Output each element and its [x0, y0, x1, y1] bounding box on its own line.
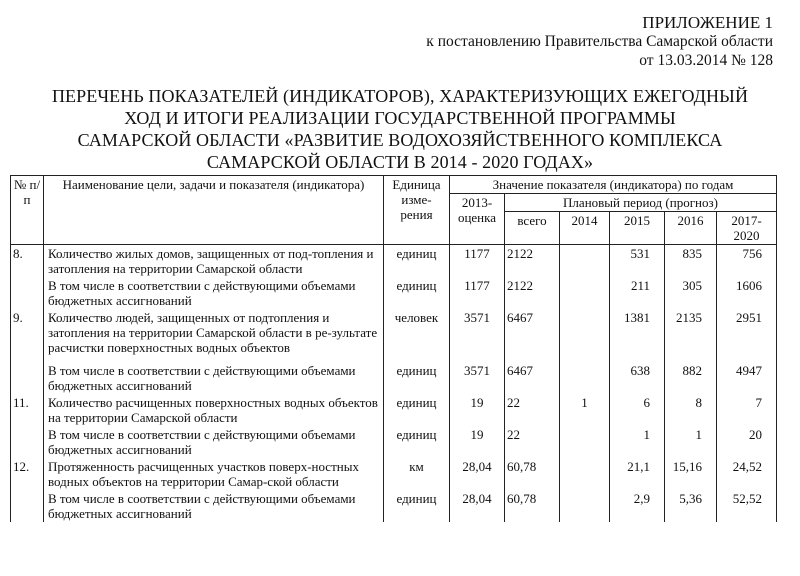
value-2016: 1	[665, 426, 717, 458]
value-2015: 531	[610, 245, 665, 278]
value-2017-2020: 7	[717, 394, 777, 426]
total-cell: 2122	[505, 277, 560, 309]
total-cell: 22	[505, 394, 560, 426]
estimate-cell: 28,04	[450, 490, 505, 522]
header-2014: 2014	[560, 212, 610, 245]
value-2015: 638	[610, 356, 665, 394]
indicators-table	[10, 175, 776, 522]
estimate-cell: 1177	[450, 277, 505, 309]
value-2017-2020: 4947	[717, 356, 777, 394]
header-2016: 2016	[665, 212, 717, 245]
unit-cell: человек	[384, 309, 450, 356]
appendix-label: ПРИЛОЖЕНИЕ 1	[642, 13, 773, 32]
row-number	[11, 356, 44, 394]
value-2016: 835	[665, 245, 717, 278]
estimate-cell: 19	[450, 426, 505, 458]
value-2014	[560, 356, 610, 394]
estimate-cell: 3571	[450, 356, 505, 394]
total-cell: 2122	[505, 245, 560, 278]
unit-cell: единиц	[384, 277, 450, 309]
indicator-name: Количество людей, защищенных от подтопления и затопления на территории Самарской области в ре-зультате расчистки поверхностных водных объектов	[44, 309, 384, 356]
value-2014	[560, 458, 610, 490]
title-line: ПЕРЕЧЕНЬ ПОКАЗАТЕЛЕЙ (ИНДИКАТОРОВ), ХАРАКТЕРИЗУЮЩИХ ЕЖЕГОДНЫЙ	[51, 86, 749, 106]
table-row	[11, 309, 777, 356]
row-number: 8.	[11, 245, 44, 278]
unit-cell: км	[384, 458, 450, 490]
unit-cell: единиц	[384, 245, 450, 278]
unit-cell: единиц	[384, 426, 450, 458]
table-row	[11, 394, 777, 426]
total-cell: 60,78	[505, 458, 560, 490]
table-row	[11, 245, 777, 278]
indicator-name: В том числе в соответствии с действующими объемами бюджетных ассигнований	[44, 426, 384, 458]
value-2015: 21,1	[610, 458, 665, 490]
decree-date: от 13.03.2014 № 128	[639, 52, 773, 69]
value-2015: 1	[610, 426, 665, 458]
value-2015: 6	[610, 394, 665, 426]
total-cell: 6467	[505, 309, 560, 356]
value-2016: 2135	[665, 309, 717, 356]
indicator-name: В том числе в соответствии с действующими объемами бюджетных ассигнований	[44, 277, 384, 309]
value-2015: 211	[610, 277, 665, 309]
total-cell: 60,78	[505, 490, 560, 522]
row-number: 12.	[11, 458, 44, 490]
value-2014	[560, 245, 610, 278]
row-number	[11, 426, 44, 458]
value-2015: 1381	[610, 309, 665, 356]
estimate-cell: 19	[450, 394, 505, 426]
header-total: всего	[505, 212, 560, 245]
header-unit: Единица изме-рения	[384, 176, 450, 245]
row-number: 9.	[11, 309, 44, 356]
table-row	[11, 490, 777, 522]
header-num: № п/п	[11, 176, 44, 245]
header-2017-2020: 2017-2020	[717, 212, 777, 245]
value-2017-2020: 24,52	[717, 458, 777, 490]
unit-cell: единиц	[384, 356, 450, 394]
title-line: САМАРСКОЙ ОБЛАСТИ «РАЗВИТИЕ ВОДОХОЗЯЙСТВЕННОГО КОМПЛЕКСА	[77, 130, 723, 150]
value-2016: 5,36	[665, 490, 717, 522]
header-values-group: Значение показателя (индикатора) по годам	[450, 176, 777, 194]
value-2015: 2,9	[610, 490, 665, 522]
appendix-header	[426, 13, 773, 70]
header-plan-group: Плановый период (прогноз)	[505, 194, 777, 212]
table-row	[11, 277, 777, 309]
value-2016: 15,16	[665, 458, 717, 490]
header-estimate: 2013-оценка	[450, 194, 505, 245]
estimate-cell: 3571	[450, 309, 505, 356]
table-row	[11, 426, 777, 458]
table-row	[11, 458, 777, 490]
decree-reference: к постановлению Правительства Самарской области	[426, 33, 773, 50]
row-number	[11, 490, 44, 522]
unit-cell: единиц	[384, 394, 450, 426]
value-2017-2020: 52,52	[717, 490, 777, 522]
value-2014	[560, 277, 610, 309]
document-title	[0, 85, 800, 173]
value-2016: 882	[665, 356, 717, 394]
row-number	[11, 277, 44, 309]
total-cell: 22	[505, 426, 560, 458]
value-2014	[560, 426, 610, 458]
title-line: САМАРСКОЙ ОБЛАСТИ В 2014 - 2020 ГОДАХ»	[206, 152, 594, 172]
header-name: Наименование цели, задачи и показателя (индикатора)	[44, 176, 384, 245]
indicator-name: В том числе в соответствии с действующими объемами бюджетных ассигнований	[44, 490, 384, 522]
value-2017-2020: 756	[717, 245, 777, 278]
estimate-cell: 1177	[450, 245, 505, 278]
value-2014	[560, 309, 610, 356]
indicator-name: Протяженность расчищенных участков поверх-ностных водных объектов на территории Самар-ской области	[44, 458, 384, 490]
estimate-cell: 28,04	[450, 458, 505, 490]
value-2014	[560, 490, 610, 522]
value-2016: 8	[665, 394, 717, 426]
row-number: 11.	[11, 394, 44, 426]
value-2017-2020: 1606	[717, 277, 777, 309]
value-2016: 305	[665, 277, 717, 309]
indicator-name: Количество жилых домов, защищенных от под-топления и затопления на территории Самарской области	[44, 245, 384, 278]
value-2014: 1	[560, 394, 610, 426]
total-cell: 6467	[505, 356, 560, 394]
table-row	[11, 356, 777, 394]
unit-cell: единиц	[384, 490, 450, 522]
title-line: ХОД И ИТОГИ РЕАЛИЗАЦИИ ГОСУДАРСТВЕННОЙ ПРОГРАММЫ	[124, 108, 676, 128]
value-2017-2020: 2951	[717, 309, 777, 356]
indicator-name: В том числе в соответствии с действующими объемами бюджетных ассигнований	[44, 356, 384, 394]
value-2017-2020: 20	[717, 426, 777, 458]
indicator-name: Количество расчищенных поверхностных водных объектов на территории Самарской области	[44, 394, 384, 426]
header-2015: 2015	[610, 212, 665, 245]
